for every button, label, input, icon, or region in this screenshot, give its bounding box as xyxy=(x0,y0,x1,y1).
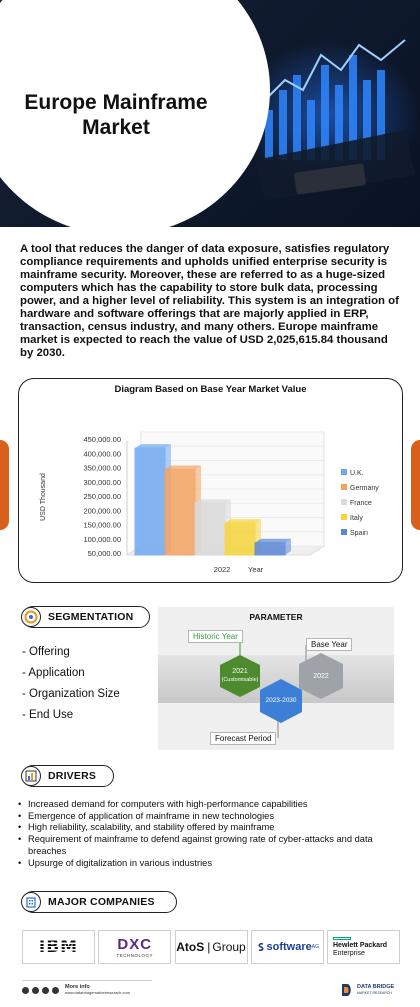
segment-item: - End Use xyxy=(22,705,120,726)
instagram-icon[interactable] xyxy=(52,987,59,994)
facebook-icon[interactable] xyxy=(32,987,39,994)
parameter-hexagons xyxy=(158,607,394,750)
historic-note: (Customisable) xyxy=(221,677,259,683)
parameter-title: PARAMETER xyxy=(249,612,303,622)
company-logos xyxy=(22,930,400,964)
driver-item: • High reliability, scalability, and stability offered by mainframe xyxy=(18,822,408,834)
legend-label: France xyxy=(350,500,372,507)
bar-top xyxy=(255,539,291,543)
footer-info xyxy=(22,984,130,996)
hpe-rect-icon xyxy=(333,937,351,940)
y-tick-label: 150,000.00 xyxy=(83,520,121,530)
legend-label: Spain xyxy=(350,530,368,537)
major-companies-pill xyxy=(22,891,177,913)
segment-item: - Offering xyxy=(22,642,120,663)
bar-france xyxy=(195,503,225,555)
page-title: Europe Mainframe Market xyxy=(24,91,208,139)
x-category-label: 2022 xyxy=(213,565,231,574)
y-tick-label: 100,000.00 xyxy=(83,534,121,544)
legend-swatch xyxy=(341,499,347,505)
legend-swatch xyxy=(341,469,347,475)
hpe-logo: Hewlett Packard Enterprise xyxy=(327,930,400,964)
segmentation-pill xyxy=(22,606,150,628)
legend-label: U.K. xyxy=(350,470,364,477)
legend-swatch xyxy=(341,529,347,535)
hero-graph-illustration xyxy=(255,30,415,200)
software-ag-mark-icon xyxy=(256,942,266,952)
drivers-list xyxy=(18,799,408,869)
historic-year-value: 2021 xyxy=(232,668,248,675)
bar-top xyxy=(165,466,201,470)
base-year-value: 2022 xyxy=(313,673,329,680)
forecast-period-label: Forecast Period xyxy=(210,732,276,745)
driver-item: • Increased demand for computers with high-performance capabilities xyxy=(18,799,408,811)
major-companies-label: MAJOR COMPANIES xyxy=(48,896,155,908)
bar-italy xyxy=(225,523,255,555)
parameter-panel xyxy=(158,607,394,750)
twitter-icon[interactable] xyxy=(42,987,49,994)
bar-top xyxy=(135,444,171,448)
y-tick-label: 400,000.00 xyxy=(83,449,121,459)
y-tick-label: 350,000.00 xyxy=(83,463,121,473)
hero-banner xyxy=(0,0,420,227)
chart-title: Diagram Based on Base Year Market Value xyxy=(114,384,307,395)
legend-swatch xyxy=(341,484,347,490)
y-tick-label: 300,000.00 xyxy=(83,477,121,487)
brand-line-1: DATA BRIDGE xyxy=(357,984,395,990)
segmentation-label: SEGMENTATION xyxy=(48,611,134,623)
data-bridge-logo-icon xyxy=(340,982,354,998)
skype-icon[interactable] xyxy=(22,987,29,994)
y-tick-label: 450,000.00 xyxy=(83,435,121,444)
intro-paragraph: A tool that reduces the danger of data exposure, satisfies regulatory compliance requirements and upholds unified enterprise security is mainframe security. Moreover, these are referred to as a huge-sized computers which has the capability to store bulk data, processing power, and a higher level of reliability. This system is an integration of hardware and software offerings that are majorly applied in ERP, transaction, census industry, and many others. Europe mainframe market is expected to reach the value of USD 2,025,615.84 thousand by 2030. xyxy=(20,243,399,359)
drivers-label: DRIVERS xyxy=(48,770,97,782)
atos-logo: AtoS | Group xyxy=(175,930,248,964)
drivers-icon xyxy=(21,766,41,786)
right-accent-tab xyxy=(411,440,420,530)
x-axis-label: Year xyxy=(248,565,264,574)
building-icon xyxy=(21,892,41,912)
bar-germany xyxy=(165,470,195,556)
y-tick-label: 200,000.00 xyxy=(83,506,121,516)
driver-item: • Requirement of mainframe to defend against growing rate of cyber-attacks and data breaches xyxy=(18,834,408,857)
y-axis-label: USD Thousand xyxy=(40,473,47,521)
segmentation-list xyxy=(22,642,120,726)
historic-year-label: Historic Year xyxy=(188,630,243,643)
software-ag-logo: software AG xyxy=(251,930,324,964)
base-year-label: Base Year xyxy=(306,638,352,651)
segmentation-icon xyxy=(21,607,41,627)
website-link[interactable]: www.databridgemarketresearch.com xyxy=(65,990,130,995)
more-info-label: More info xyxy=(65,984,90,990)
bar-top xyxy=(195,499,231,503)
drivers-pill xyxy=(22,765,114,787)
bar-uk xyxy=(135,448,165,555)
footer-divider xyxy=(22,980,152,981)
y-tick-label: 50,000.00 xyxy=(87,549,121,558)
social-icons xyxy=(22,987,59,994)
segment-item: - Organization Size xyxy=(22,684,120,705)
chart-svg xyxy=(19,379,404,584)
bar-top xyxy=(225,519,261,523)
data-bridge-brand xyxy=(340,982,394,998)
legend-swatch xyxy=(341,514,347,520)
market-value-chart xyxy=(18,378,403,583)
left-accent-tab xyxy=(0,440,9,530)
dxc-logo: DXC TECHNOLOGY xyxy=(98,930,171,964)
historic-hexagon xyxy=(220,667,260,685)
ibm-logo: IBM xyxy=(22,930,95,964)
brand-line-2: MARKET RESEARCH xyxy=(357,991,392,995)
segment-item: - Application xyxy=(22,663,120,684)
legend-label: Italy xyxy=(350,515,363,522)
driver-item: • Emergence of application of mainframe in new technologies xyxy=(18,811,408,823)
bar-spain xyxy=(255,543,285,555)
forecast-period-value: 2023-2030 xyxy=(265,697,297,704)
y-tick-label: 250,000.00 xyxy=(83,492,121,501)
driver-item: • Upsurge of digitalization in various industries xyxy=(18,858,408,870)
legend-label: Germany xyxy=(350,485,379,492)
